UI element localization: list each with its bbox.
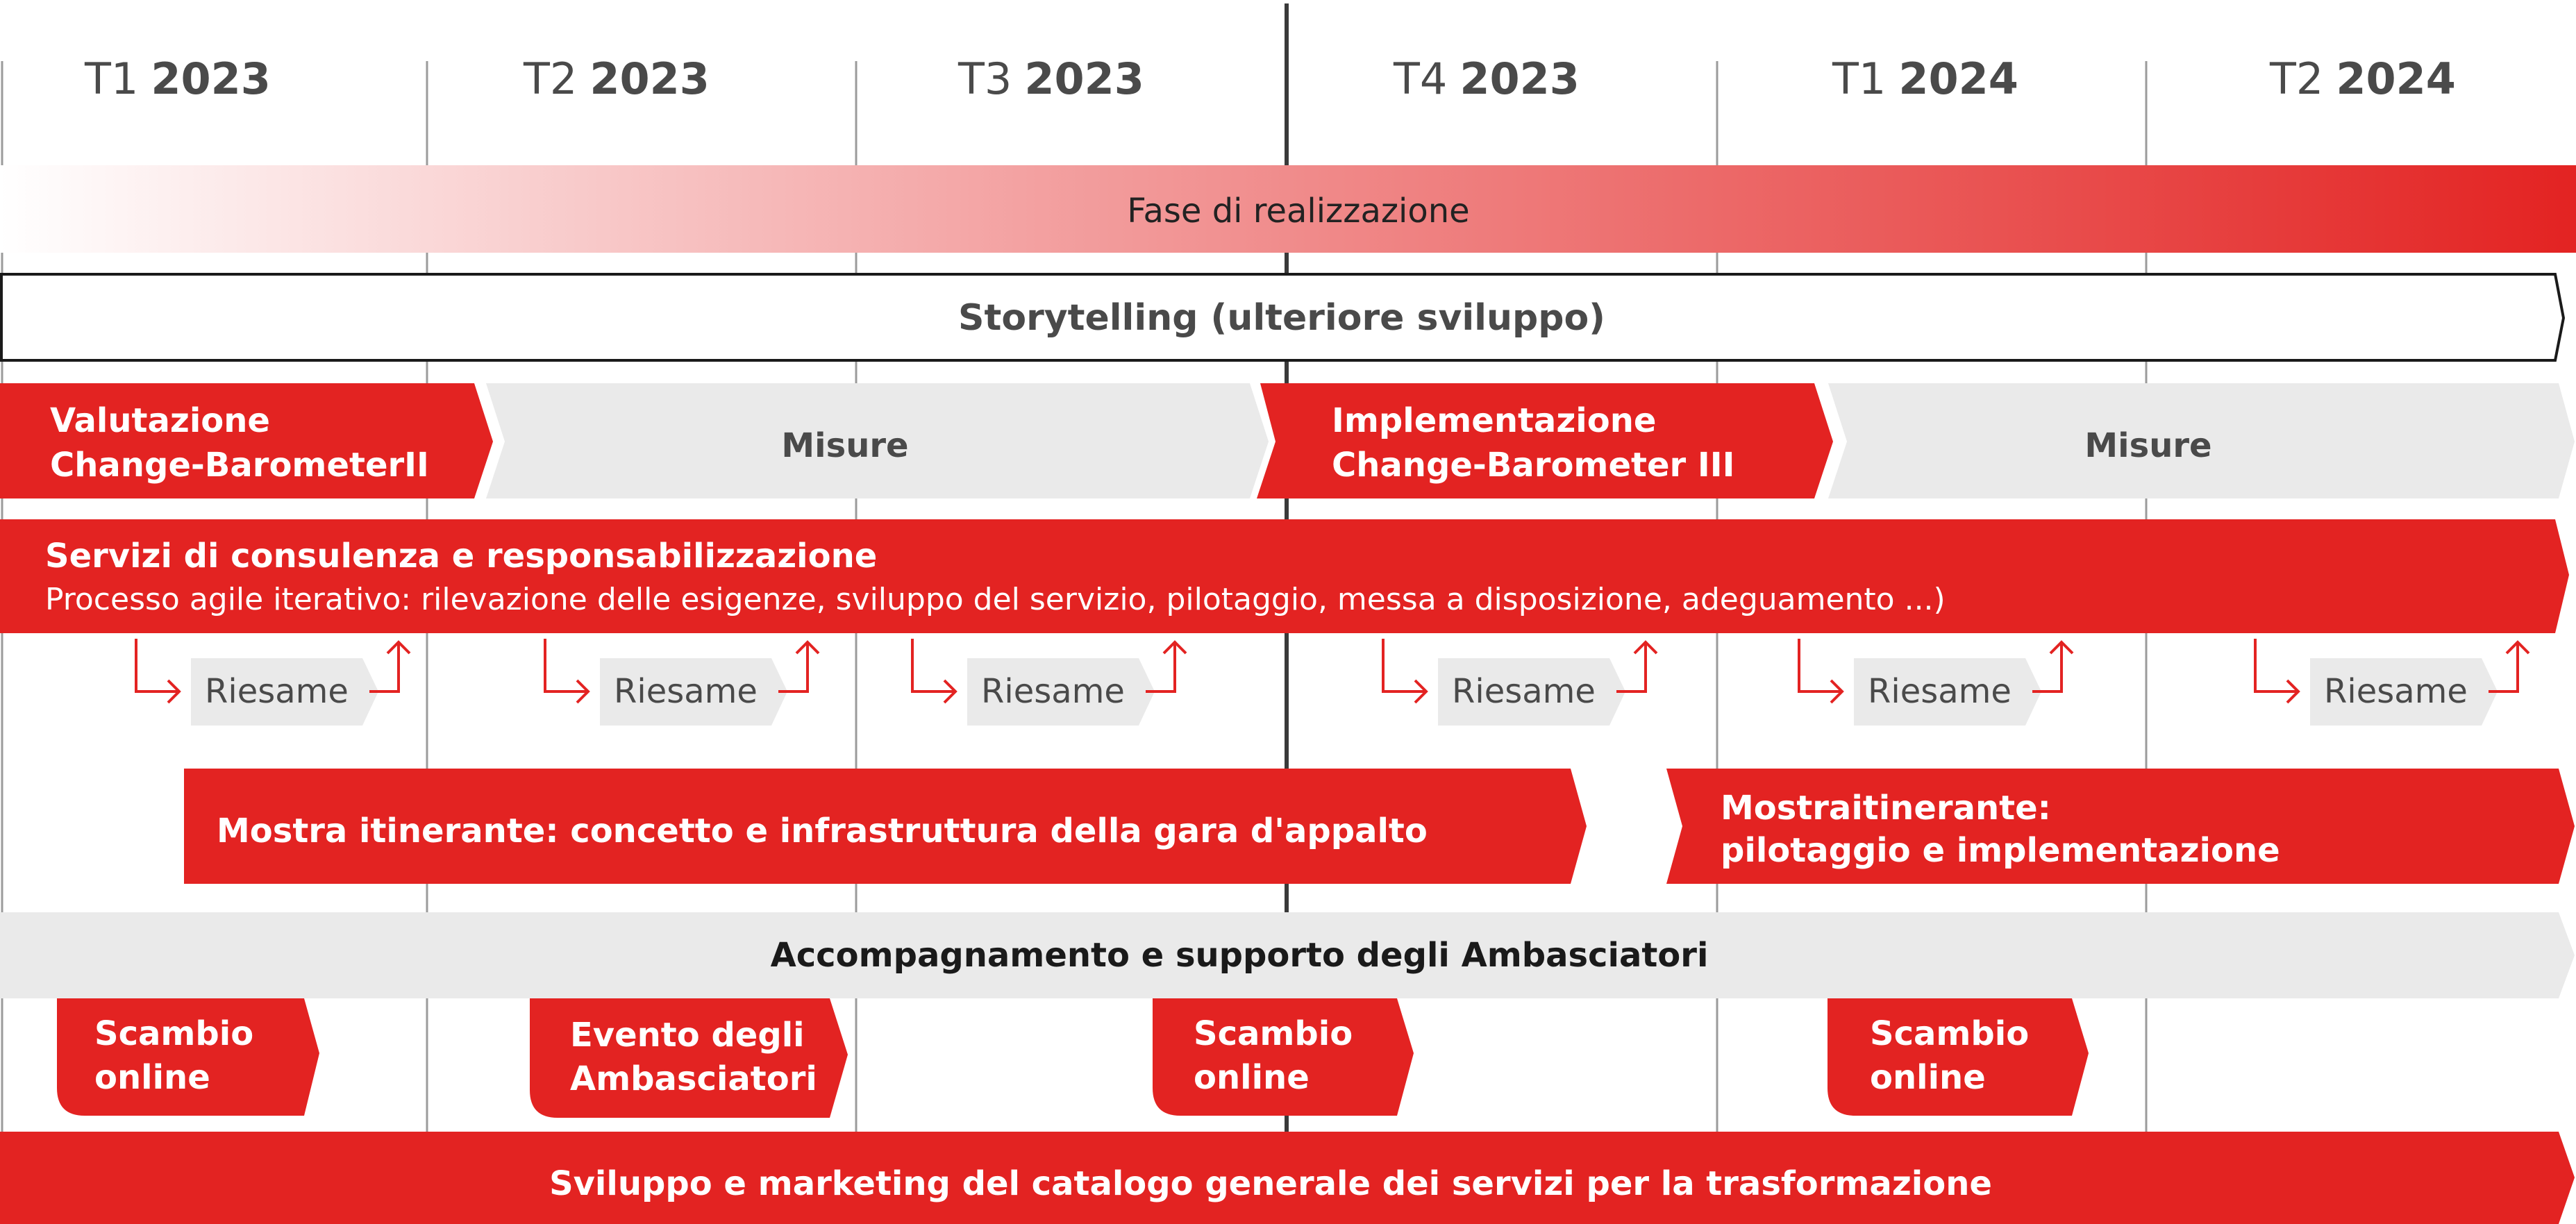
review-loop bbox=[1799, 639, 2073, 726]
exhibition-label-2: Mostraitinerante: pilotaggio e implementazione bbox=[1721, 789, 2280, 870]
review-label: Riesame bbox=[1868, 672, 2012, 711]
quarter-header: T1 2023 bbox=[85, 53, 271, 104]
event-label: Scambio online bbox=[1870, 1014, 2030, 1097]
review-loop bbox=[545, 639, 819, 726]
phase-label: Fase di realizzazione bbox=[1127, 192, 1470, 230]
quarter-header: T4 2023 bbox=[1394, 53, 1580, 104]
review-loop bbox=[912, 639, 1186, 726]
consulting-subtitle: Processo agile iterativo: rilevazione delle esigenze, sviluppo del servizio, pilotaggio, messa a disposizione, adeguamento ...) bbox=[45, 582, 1946, 617]
event-label: Scambio online bbox=[94, 1014, 254, 1097]
storytelling-label: Storytelling (ulteriore sviluppo) bbox=[958, 297, 1605, 339]
measures-label-1: Misure bbox=[781, 426, 909, 465]
quarter-header: T2 2024 bbox=[2270, 53, 2456, 104]
exhibition-label-1: Mostra itinerante: concetto e infrastruttura della gara d'appalto bbox=[217, 812, 1428, 850]
review-loop bbox=[1383, 639, 1657, 726]
consulting-title: Servizi di consulenza e responsabilizzazione bbox=[45, 537, 878, 576]
review-loop bbox=[136, 639, 410, 726]
quarter-header: T2 2023 bbox=[524, 53, 710, 104]
catalog-label: Sviluppo e marketing del catalogo generale dei servizi per la trasformazione bbox=[549, 1164, 1992, 1203]
ambassadors-label: Accompagnamento e supporto degli Ambasciatori bbox=[770, 936, 1709, 975]
review-label: Riesame bbox=[981, 672, 1125, 711]
review-loop bbox=[2255, 639, 2529, 726]
measures-label-2: Misure bbox=[2084, 426, 2212, 465]
event-label: Scambio online bbox=[1194, 1014, 1353, 1097]
quarter-headers bbox=[84, 53, 2456, 104]
quarter-header: T1 2024 bbox=[1832, 53, 2018, 104]
review-label: Riesame bbox=[2324, 672, 2468, 711]
event-label: Evento degli Ambasciatori bbox=[570, 1016, 817, 1098]
implementation-label: Implementazione Change-Barometer III bbox=[1332, 401, 1735, 485]
review-label: Riesame bbox=[1452, 672, 1596, 711]
review-label: Riesame bbox=[205, 672, 349, 711]
review-label: Riesame bbox=[614, 672, 758, 711]
quarter-header: T3 2023 bbox=[958, 53, 1144, 104]
evaluation-label: Valutazione Change-BarometerII bbox=[50, 401, 429, 485]
